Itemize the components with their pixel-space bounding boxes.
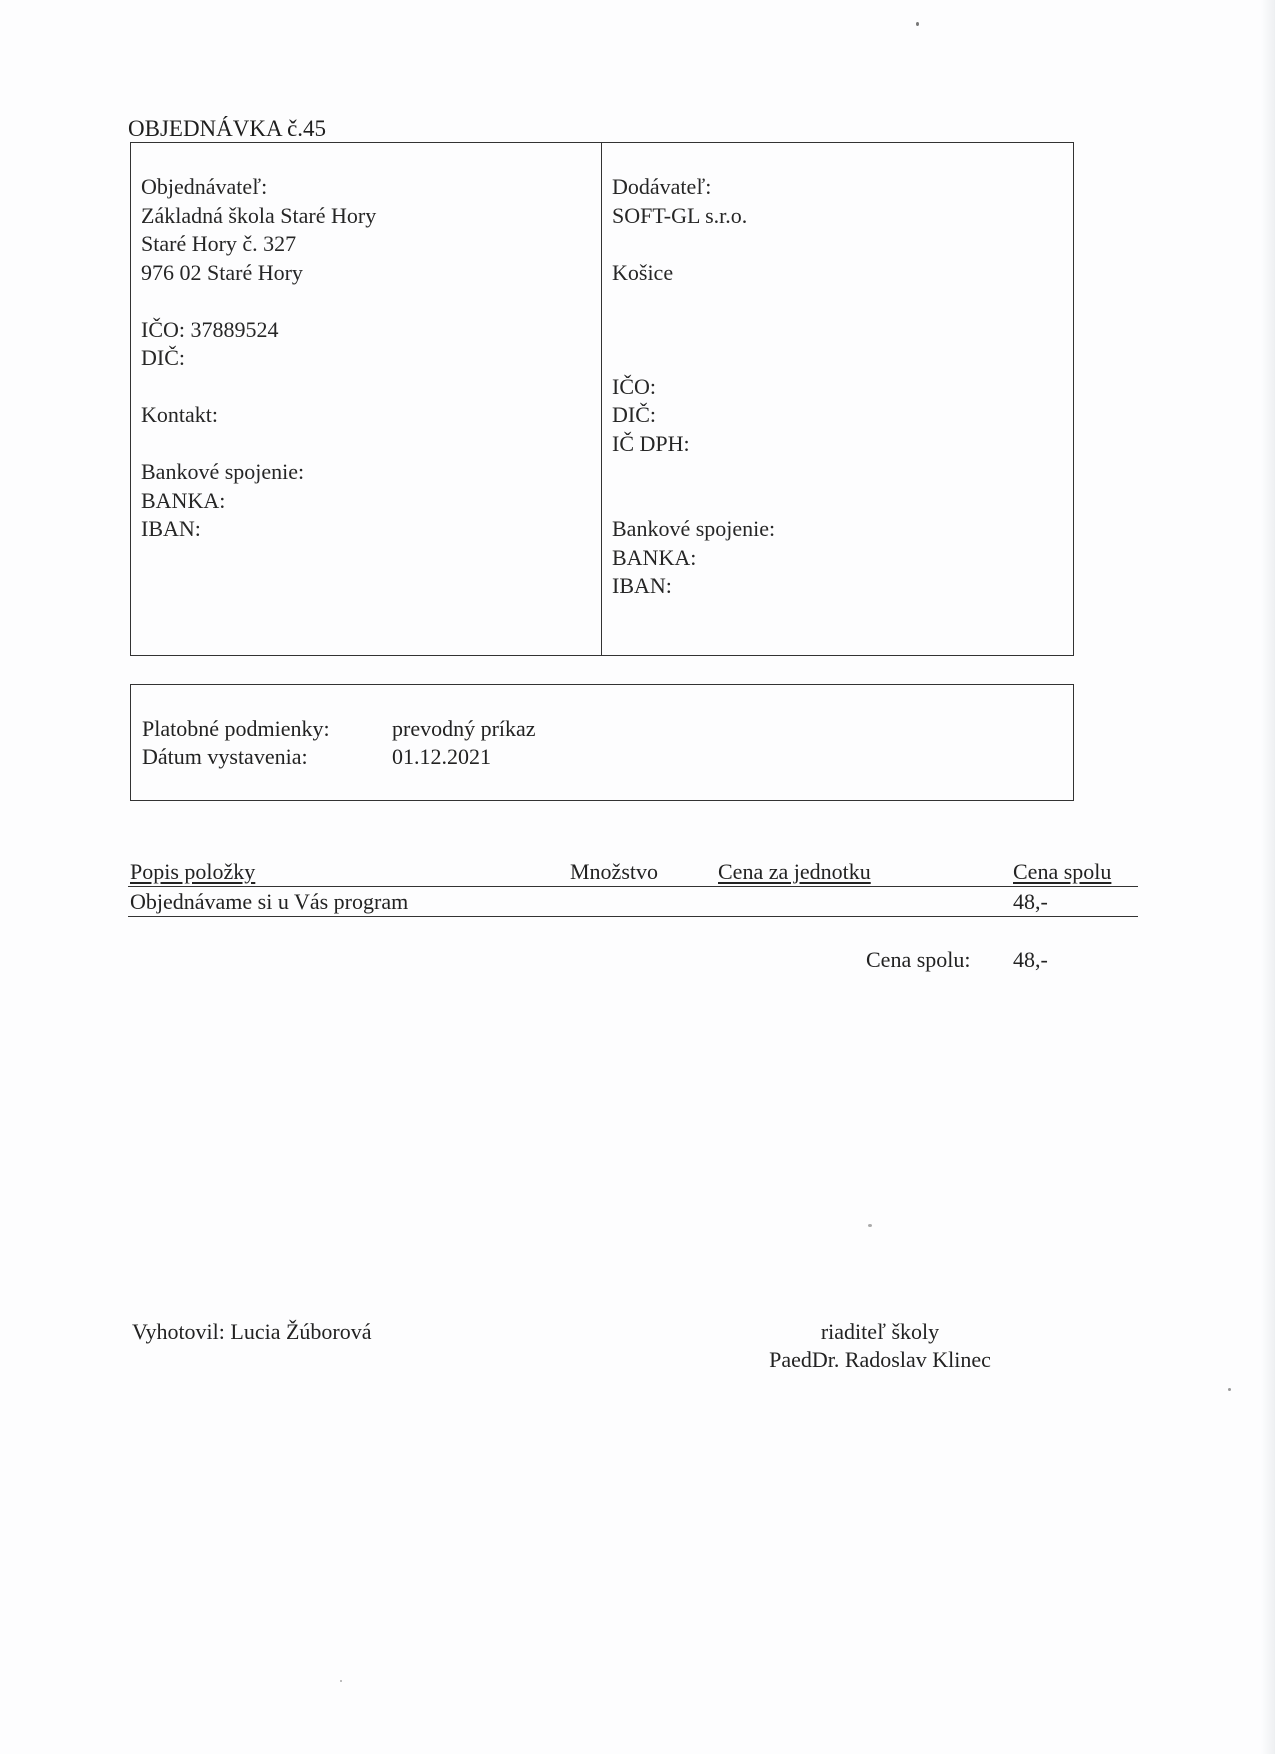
scan-speck (1228, 1388, 1231, 1391)
customer-line: IČO: 37889524 (141, 316, 279, 342)
item-description: Objednávame si u Vás program (130, 889, 409, 914)
table-row (128, 888, 1138, 917)
customer-line (141, 287, 376, 316)
supplier-line (612, 487, 775, 516)
supplier-line (612, 287, 775, 316)
order-total-label: Cena spolu: (866, 947, 971, 972)
customer-line: Staré Hory č. 327 (141, 231, 297, 256)
customer-line: IBAN: (141, 516, 201, 541)
customer-line: DIČ: (141, 345, 185, 370)
supplier-line: BANKA: (612, 544, 697, 570)
supplier-line: IBAN: (612, 573, 672, 598)
issue-date-label: Dátum vystavenia: (142, 744, 308, 769)
customer-line: 976 02 Staré Hory (141, 259, 303, 285)
customer-line: Objednávateľ: (141, 174, 268, 199)
parties-divider (601, 143, 602, 655)
payment-box (130, 684, 1074, 801)
supplier-block (612, 173, 775, 601)
supplier-line: Bankové spojenie: (612, 516, 776, 541)
customer-block (141, 173, 376, 544)
director-signature-block (700, 1318, 1060, 1374)
prepared-by: Vyhotovil: Lucia Žúborová (132, 1319, 372, 1344)
supplier-line (612, 458, 775, 487)
scan-speck (868, 1224, 872, 1227)
customer-line: Základná škola Staré Hory (141, 202, 377, 228)
scan-speck (340, 1680, 342, 1682)
header-description: Popis položky (130, 859, 256, 884)
supplier-line (612, 230, 775, 259)
customer-line (141, 373, 376, 402)
scan-edge (1261, 0, 1275, 1754)
header-quantity: Množstvo (570, 859, 658, 884)
supplier-line: DIČ: (612, 402, 656, 427)
parties-box (130, 142, 1074, 656)
document-title: OBJEDNÁVKA č.45 (128, 116, 327, 141)
issue-date-value: 01.12.2021 (392, 744, 491, 769)
customer-line: Bankové spojenie: (141, 459, 305, 484)
customer-line (141, 430, 376, 459)
director-title: riaditeľ školy (820, 1319, 940, 1344)
director-name: PaedDr. Radoslav Klinec (769, 1347, 991, 1372)
supplier-line: IČ DPH: (612, 430, 690, 456)
payment-terms-value: prevodný príkaz (392, 716, 536, 741)
payment-terms-label: Platobné podmienky: (142, 716, 330, 741)
supplier-line: Dodávateľ: (612, 174, 712, 199)
header-unit-price: Cena za jednotku (718, 859, 871, 884)
supplier-line (612, 316, 775, 345)
scan-speck (916, 22, 919, 26)
supplier-line: Košice (612, 259, 674, 285)
supplier-line (612, 344, 775, 373)
supplier-line: SOFT-GL s.r.o. (612, 202, 748, 228)
items-header-row (128, 858, 1138, 887)
header-total: Cena spolu (1013, 859, 1112, 884)
customer-line: Kontakt: (141, 402, 218, 427)
item-total: 48,- (1013, 889, 1048, 914)
customer-line: BANKA: (141, 487, 226, 513)
order-total-value: 48,- (1013, 947, 1048, 972)
supplier-line: IČO: (612, 373, 656, 399)
